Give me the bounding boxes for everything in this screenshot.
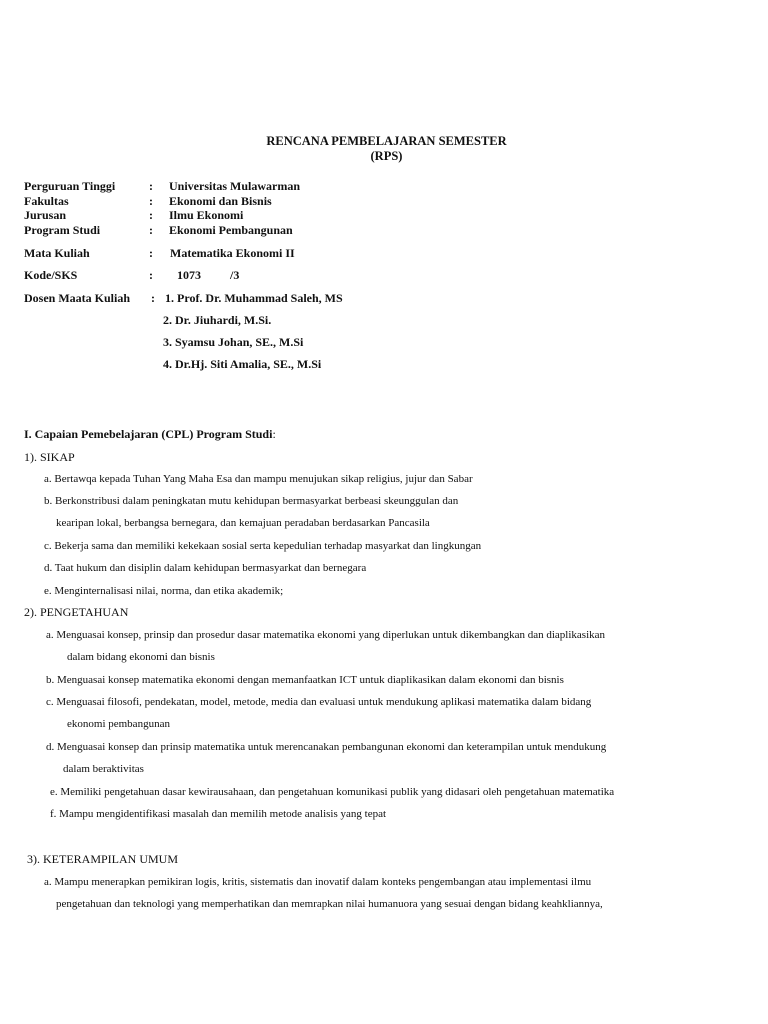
info-separator: : (149, 268, 153, 282)
section-heading-sikap: 1). SIKAP (24, 450, 75, 464)
info-label: Mata Kuliah (24, 246, 90, 260)
list-item: b. Berkonstribusi dalam peningkatan mutu kehidupan bermasyarkat berbeasi skeunggulan dan (44, 495, 459, 507)
lecturer-item: 1. Prof. Dr. Muhammad Saleh, MS (165, 291, 343, 305)
list-item: e. Memiliki pengetahuan dasar kewirausahaan, dan pengetahuan komunikasi publik yang didasari oleh pengetahuan matematika (50, 786, 615, 798)
list-item: a. Bertawqa kepada Tuhan Yang Maha Esa dan mampu menujukan sikap religius, jujur dan Sabar (44, 473, 473, 485)
list-item: c. Bekerja sama dan memiliki kekekaan sosial serta kepedulian terhadap masyarkat dan lingkungan (44, 540, 482, 552)
info-label: Jurusan (24, 208, 67, 222)
section-heading-pengetahuan: 2). PENGETAHUAN (24, 605, 129, 619)
info-separator: : (149, 208, 153, 222)
list-item-continuation: dalam bidang ekonomi dan bisnis (67, 651, 215, 663)
info-label: Program Studi (24, 223, 101, 237)
info-separator: : (149, 194, 153, 208)
list-item: b. Menguasai konsep matematika ekonomi dengan memanfaatkan ICT untuk diaplikasikan dalam ekonomi dan bisnis (46, 674, 564, 686)
info-label: Kode/SKS (24, 268, 78, 282)
lecturer-item: 3. Syamsu Johan, SE., M.Si (163, 335, 304, 349)
list-item: d. Menguasai konsep dan prinsip matematika untuk merencanakan pembangunan ekonomi dan keterampilan untuk mendukung (46, 741, 607, 753)
section-heading-keterampilan: 3). KETERAMPILAN UMUM (27, 852, 178, 866)
cpl-heading-text: I. Capaian Pemebelajaran (CPL) Program Studi (24, 427, 273, 441)
cpl-heading (24, 427, 276, 442)
info-label: Fakultas (24, 194, 69, 208)
lecturer-item: 4. Dr.Hj. Siti Amalia, SE., M.Si (163, 357, 322, 371)
info-value: Ilmu Ekonomi (169, 208, 244, 222)
list-item-continuation: kearipan lokal, berbangsa bernegara, dan kemajuan peradaban berdasarkan Pancasila (56, 517, 430, 529)
info-value: Ekonomi dan Bisnis (169, 194, 272, 208)
course-code: 1073 (177, 268, 201, 282)
info-separator: : (149, 223, 153, 237)
list-item: f. Mampu mengidentifikasi masalah dan memilih metode analisis yang tepat (50, 808, 387, 820)
info-value: Universitas Mulawarman (169, 179, 300, 193)
lecturer-item: 2. Dr. Jiuhardi, M.Si. (163, 313, 272, 327)
list-item-continuation: ekonomi pembangunan (67, 718, 170, 730)
document-title: RENCANA PEMBELAJARAN SEMESTER (266, 134, 507, 148)
course-credits: /3 (230, 268, 240, 282)
info-label: Perguruan Tinggi (24, 179, 116, 193)
info-separator: : (149, 246, 153, 260)
list-item-continuation: pengetahuan dan teknologi yang memperhatikan dan memrapkan nilai humanuora yang sesuai dengan bidang keahkliannya, (56, 898, 603, 910)
list-item: d. Taat hukum dan disiplin dalam kehidupan bermasyarkat dan bernegara (44, 562, 367, 574)
info-value: Matematika Ekonomi II (170, 246, 295, 260)
list-item-continuation: dalam beraktivitas (63, 763, 144, 775)
list-item: c. Menguasai filosofi, pendekatan, model, metode, media dan evaluasi untuk mendukung aplikasi matematika dalam bidang (46, 696, 592, 708)
list-item: a. Menguasai konsep, prinsip dan prosedur dasar matematika ekonomi yang diperlukan untuk dikembangkan dan diaplikasikan (46, 629, 606, 641)
list-item: e. Menginternalisasi nilai, norma, dan etika akademik; (44, 585, 284, 597)
document-subtitle: (RPS) (370, 149, 403, 163)
info-value: Ekonomi Pembangunan (169, 223, 293, 237)
info-separator: : (151, 291, 155, 305)
cpl-heading-colon: : (272, 427, 276, 441)
info-label: Dosen Maata Kuliah (24, 291, 131, 305)
info-separator: : (149, 179, 153, 193)
list-item: a. Mampu menerapkan pemikiran logis, kritis, sistematis dan inovatif dalam konteks pengembangan atau implementasi ilmu (44, 876, 592, 888)
